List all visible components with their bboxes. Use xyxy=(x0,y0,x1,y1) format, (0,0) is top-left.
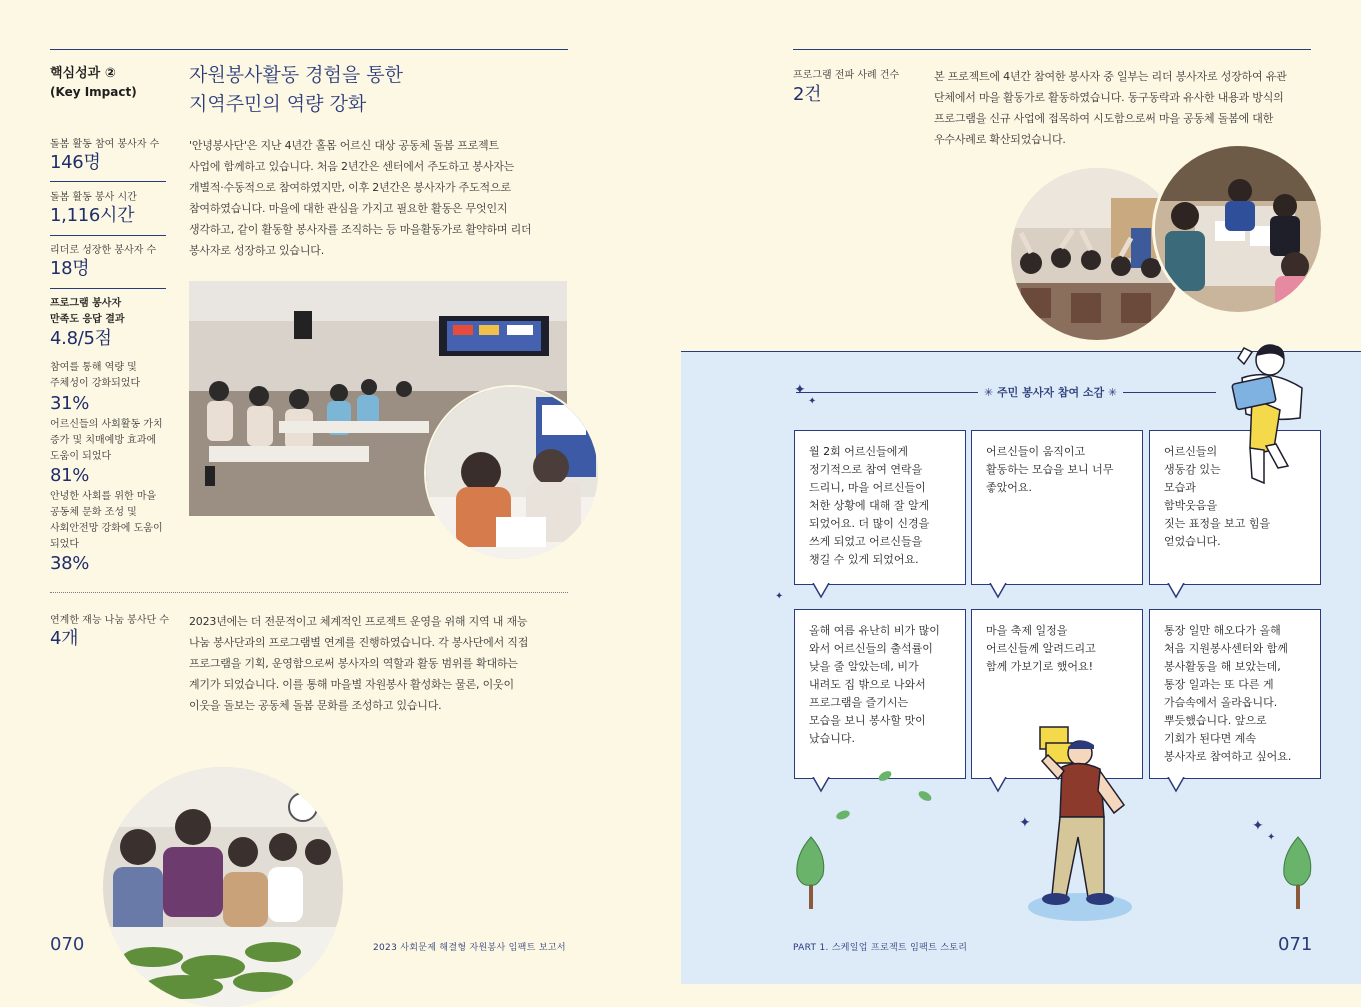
quote-line: 와서 어르신들의 출석률이 xyxy=(809,642,933,655)
quote-line: 모습과 xyxy=(1164,481,1196,494)
leaf-decoration xyxy=(833,808,853,822)
stat-divider xyxy=(50,181,166,182)
quote-line: 났습니다. xyxy=(809,732,856,745)
quote-line: 봉사자로 참여하고 싶어요. xyxy=(1164,750,1292,763)
stat-label: 리더로 성장한 봉사자 수 xyxy=(50,245,157,256)
box-carrier-illustration xyxy=(1018,725,1138,925)
stat-label xyxy=(50,296,125,328)
paragraph-line: 이웃을 돌보는 공동체 돌봄 문화를 조성하고 있습니다. xyxy=(189,699,442,712)
footer-left: 2023 사회문제 해결형 자원봉사 임팩트 보고서 xyxy=(373,943,566,953)
quote-line: 함박웃음을 xyxy=(1164,499,1218,512)
leaf-decoration xyxy=(877,768,937,828)
quote-line: 내려도 집 밖으로 나와서 xyxy=(809,678,926,691)
quote-line: 되었어요. 더 많이 신경을 xyxy=(809,517,930,530)
quote-line: 낮을 줄 알았는데, 비가 xyxy=(809,660,919,673)
leaf-craft-photo xyxy=(103,767,343,1007)
page-number-right: 071 xyxy=(1278,934,1313,955)
quote-card xyxy=(794,609,966,779)
stat-label-line: 안녕한 사회를 위한 마을 xyxy=(50,491,157,502)
quote-line: 통장 일과는 또 다른 게 xyxy=(1164,678,1274,691)
quote-line: 통장 일만 해오다가 올해 xyxy=(1164,624,1281,637)
quote-line: 좋았어요. xyxy=(986,481,1033,494)
quote-line: 드리니, 마을 어르신들이 xyxy=(809,481,926,494)
quote-line: 기회가 된다면 계속 xyxy=(1164,732,1257,745)
stat-divider xyxy=(50,288,166,289)
stat-label xyxy=(50,417,163,465)
stat-label-line: 도움이 되었다 xyxy=(50,451,112,462)
stat-label xyxy=(50,489,163,553)
paragraph-line: 우수사례로 확산되었습니다. xyxy=(934,133,1066,146)
quote-line: 올해 여름 유난히 비가 많이 xyxy=(809,624,940,637)
bubble-tail xyxy=(1167,583,1185,599)
quote-card xyxy=(1149,609,1321,779)
quote-line: 어르신들의 xyxy=(1164,445,1218,458)
stat-label-line: 주체성이 강화되었다 xyxy=(50,378,141,389)
paragraph-line: 봉사자로 성장하고 있습니다. xyxy=(189,244,325,257)
stat-value: 4.8/5점 xyxy=(50,328,112,349)
sparkle-icon: ✦ xyxy=(794,382,806,398)
paragraph-line: 계기가 되었습니다. 이를 통해 마을별 자원봉사 활성화는 물론, 이웃이 xyxy=(189,678,514,691)
meeting-circle-art xyxy=(1155,146,1324,315)
stat-label-line: 어르신들의 사회활동 가치 xyxy=(50,419,163,430)
stat-label: 돌봄 활동 봉사 시간 xyxy=(50,192,137,203)
stat-label: 돌봄 활동 참여 봉사자 수 xyxy=(50,139,160,150)
quote-line: 활동하는 모습을 보니 너무 xyxy=(986,463,1114,476)
writing-inset-photo xyxy=(424,385,600,561)
intro-paragraph xyxy=(189,135,569,261)
paragraph-line: 2023년에는 더 전문적이고 체계적인 프로젝트 운영을 위해 지역 내 재능 xyxy=(189,615,528,628)
quotes-title: ✳ 주민 봉사자 참여 소감 ✳ xyxy=(978,384,1123,400)
leaf-craft-art xyxy=(103,767,343,1007)
stat-label-line: 프로그램 봉사자 xyxy=(50,298,122,309)
paragraph-line: 프로그램을 신규 사업에 접목하여 시도함으로써 마을 공동체 돌봄에 대한 xyxy=(934,112,1274,125)
quote-line: 처음 지원봉사센터와 함께 xyxy=(1164,642,1288,655)
quote-line: 어르신들께 알려드리고 xyxy=(986,642,1096,655)
stat-label-line: 되었다 xyxy=(50,539,79,550)
quote-line: 챙길 수 있게 되었어요. xyxy=(809,553,919,566)
paragraph-line: 참여하였습니다. 마을에 대한 관심을 가지고 필요한 활동은 무엇인지 xyxy=(189,202,508,215)
sparkle-icon: ✦ xyxy=(775,591,784,602)
stat-value: 81% xyxy=(50,465,90,486)
quote-line: 가슴속에서 올라옵니다. xyxy=(1164,696,1278,709)
stat-value: 1,116시간 xyxy=(50,205,135,226)
paragraph-line: 개별적·수동적으로 참여하였지만, 이후 2년간은 봉사자가 주도적으로 xyxy=(189,181,511,194)
paragraph-line: '안녕봉사단'은 지난 4년간 홀몸 어르신 대상 공동체 돌봄 프로젝트 xyxy=(189,139,499,152)
quote-card xyxy=(794,430,966,585)
quote-line: 짓는 표정을 보고 힘을 xyxy=(1164,517,1271,530)
paragraph-line: 프로그램을 기획, 운영함으로써 봉사자의 역할과 활동 범위를 확대하는 xyxy=(189,657,518,670)
section-label-en: (Key Impact) xyxy=(50,85,137,99)
paragraph-line: 본 프로젝트에 4년간 참여한 봉사자 중 일부는 리더 봉사자로 성장하여 유관 xyxy=(934,70,1287,83)
laptop-person-illustration xyxy=(1222,338,1322,498)
stat-value: 18명 xyxy=(50,258,90,279)
sparkle-icon: ✦ xyxy=(1019,815,1031,831)
quote-line: 모습을 보니 봉사할 맛이 xyxy=(809,714,926,727)
bubble-tail xyxy=(989,583,1007,599)
quote-line: 얻었습니다. xyxy=(1164,535,1221,548)
paragraph-line: 나눔 봉사단과의 프로그램별 연계를 진행하였습니다. 각 봉사단에서 직접 xyxy=(189,636,529,649)
stat-label-line: 참여를 통해 역량 및 xyxy=(50,362,137,373)
bubble-tail xyxy=(812,777,830,793)
quote-card xyxy=(971,430,1143,585)
bubble-tail xyxy=(1167,777,1185,793)
meeting-circle-photo xyxy=(1152,143,1324,315)
stat-divider xyxy=(50,235,166,236)
page-title xyxy=(189,61,403,119)
page-title-line1: 자원봉사활동 경험을 통한 xyxy=(189,64,403,86)
footer-right: PART 1. 스케일업 프로젝트 임팩트 스토리 xyxy=(793,943,968,953)
bubble-tail xyxy=(989,777,1007,793)
stat-label-line: 만족도 응답 결과 xyxy=(50,314,125,325)
quote-line: 뿌듯했습니다. 앞으로 xyxy=(1164,714,1267,727)
quote-line: 프로그램을 즐기시는 xyxy=(809,696,909,709)
sparkle-icon: ✦ xyxy=(1252,818,1264,834)
case-paragraph xyxy=(934,66,1319,150)
stat-label-line: 증가 및 치매예방 효과에 xyxy=(50,435,157,446)
top-rule-right xyxy=(793,49,1311,50)
quote-line: 생동감 있는 xyxy=(1164,463,1221,476)
case-label: 프로그램 전파 사례 건수 xyxy=(793,70,900,81)
quote-line: 마을 축제 일정을 xyxy=(986,624,1068,637)
stat-label-line: 사회안전망 강화에 도움이 xyxy=(50,523,163,534)
section-label: 핵심성과 ② xyxy=(50,66,116,81)
writing-inset-art xyxy=(426,387,598,559)
sparkle-icon: ✦ xyxy=(808,396,817,407)
stat-label-line: 공동체 문화 조성 및 xyxy=(50,507,137,518)
talent-paragraph xyxy=(189,611,569,716)
tree-decoration xyxy=(793,835,829,910)
quote-line: 함께 가보기로 했어요! xyxy=(986,660,1094,673)
bubble-tail xyxy=(812,583,830,599)
quote-line: 월 2회 어르신들에게 xyxy=(809,445,908,458)
page-number-left: 070 xyxy=(50,934,85,955)
stat-value: 38% xyxy=(50,553,90,574)
stat-value: 146명 xyxy=(50,152,101,173)
sparkle-icon: ✦ xyxy=(1267,832,1276,843)
stat-value: 31% xyxy=(50,393,90,414)
quote-line: 정기적으로 참여 연락을 xyxy=(809,463,923,476)
stat-label xyxy=(50,360,140,392)
page-title-line2: 지역주민의 역량 강화 xyxy=(189,93,367,115)
paragraph-line: 생각하고, 같이 활동할 봉사자를 조직하는 등 마을활동가로 활약하며 리더 xyxy=(189,223,532,236)
case-value: 2건 xyxy=(793,84,822,105)
top-rule-left xyxy=(50,49,568,50)
quote-line: 봉사활동을 해 보았는데, xyxy=(1164,660,1281,673)
quote-line: 쓰게 되었고 어르신들을 xyxy=(809,535,923,548)
quote-line: 처한 상황에 대해 잘 알게 xyxy=(809,499,930,512)
quote-line: 어르신들이 움직이고 xyxy=(986,445,1086,458)
paragraph-line: 사업에 함께하고 있습니다. 처음 2년간은 센터에서 주도하고 봉사자는 xyxy=(189,160,515,173)
tree-decoration xyxy=(1280,835,1316,910)
talent-value: 4개 xyxy=(50,628,79,649)
talent-label: 연계한 재능 나눔 봉사단 수 xyxy=(50,615,169,626)
paragraph-line: 단체에서 마을 활동가로 활동하였습니다. 동구동락과 유사한 내용과 방식의 xyxy=(934,91,1284,104)
section-divider xyxy=(50,592,568,593)
